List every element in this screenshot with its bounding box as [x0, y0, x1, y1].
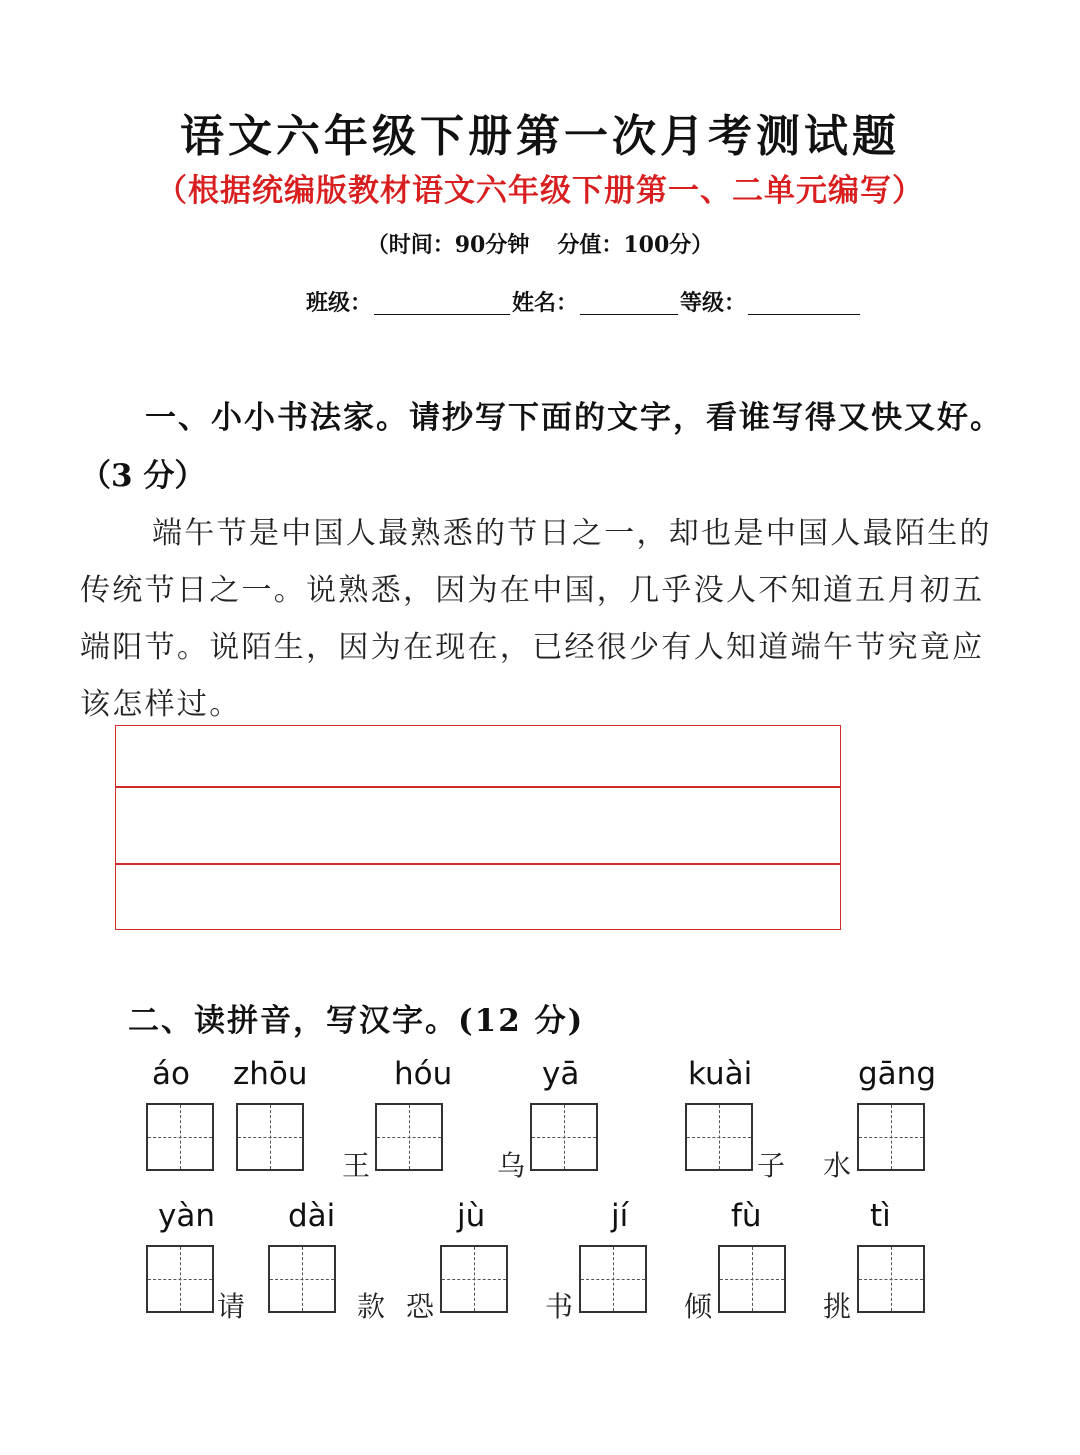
exam-score: 分值：100分）: [557, 232, 714, 258]
pinyin-label: hóu: [394, 1056, 453, 1092]
pinyin-label: dài: [288, 1198, 336, 1234]
pinyin-label: áo: [152, 1056, 190, 1092]
hint-character: 挑: [823, 1290, 852, 1323]
pinyin-label: tì: [870, 1198, 891, 1234]
pinyin-label: jí: [611, 1198, 629, 1234]
pinyin-label: zhōu: [233, 1056, 308, 1092]
tianzige-box[interactable]: [375, 1103, 443, 1171]
tianzige-box[interactable]: [146, 1245, 214, 1313]
tianzige-box[interactable]: [579, 1245, 647, 1313]
section1-points: （3 分）: [80, 458, 206, 494]
section1-heading: 一、小小书法家。请抄写下面的文字，看谁写得又快又好。: [145, 400, 1003, 436]
pinyin-label: jù: [457, 1198, 486, 1234]
exam-time: （时间：90分钟: [366, 232, 530, 258]
class-label: 班级：: [306, 290, 373, 316]
hint-character: 水: [823, 1149, 852, 1182]
pinyin-label: yàn: [158, 1198, 215, 1234]
tianzige-box[interactable]: [718, 1245, 786, 1313]
tianzige-box[interactable]: [440, 1245, 508, 1313]
tianzige-box[interactable]: [530, 1103, 598, 1171]
class-field[interactable]: [374, 288, 510, 315]
pinyin-label: yā: [542, 1056, 580, 1092]
hint-character: 请: [217, 1290, 246, 1323]
section2-heading: 二、读拼音，写汉字。(12 分): [128, 1003, 585, 1039]
tianzige-box[interactable]: [857, 1245, 925, 1313]
page-subtitle: （根据统编版教材语文六年级下册第一、二单元编写）: [156, 173, 924, 209]
hint-character: 子: [757, 1149, 786, 1182]
pinyin-label: kuài: [688, 1056, 753, 1092]
hint-character: 款: [357, 1290, 386, 1323]
copy-line-divider: [116, 786, 840, 788]
grade-label: 等级：: [680, 290, 747, 316]
name-field[interactable]: [580, 288, 678, 315]
tianzige-box[interactable]: [236, 1103, 304, 1171]
page-title: 语文六年级下册第一次月考测试题: [180, 111, 900, 162]
section1-passage: 端午节是中国人最熟悉的节日之一，却也是中国人最陌生的传统节日之一。说熟悉，因为在中国，几乎没人不知道五月初五端阳节。说陌生，因为在现在，已经很少有人知道端午节究竟应该怎样过。: [80, 516, 992, 722]
hint-character: 倾: [684, 1290, 713, 1323]
copy-writing-box[interactable]: [115, 725, 841, 930]
name-label: 姓名：: [512, 290, 579, 316]
tianzige-box[interactable]: [268, 1245, 336, 1313]
pinyin-label: fù: [731, 1198, 762, 1234]
hint-character: 书: [545, 1290, 574, 1323]
hint-character: 乌: [497, 1149, 526, 1182]
hint-character: 恐: [406, 1290, 435, 1323]
copy-line-divider: [116, 863, 840, 865]
grade-field[interactable]: [748, 288, 860, 315]
tianzige-box[interactable]: [146, 1103, 214, 1171]
tianzige-box[interactable]: [857, 1103, 925, 1171]
pinyin-label: gāng: [858, 1056, 936, 1092]
tianzige-box[interactable]: [685, 1103, 753, 1171]
hint-character: 王: [342, 1149, 371, 1182]
exam-meta: [0, 228, 1080, 259]
student-info-row: [306, 286, 862, 317]
